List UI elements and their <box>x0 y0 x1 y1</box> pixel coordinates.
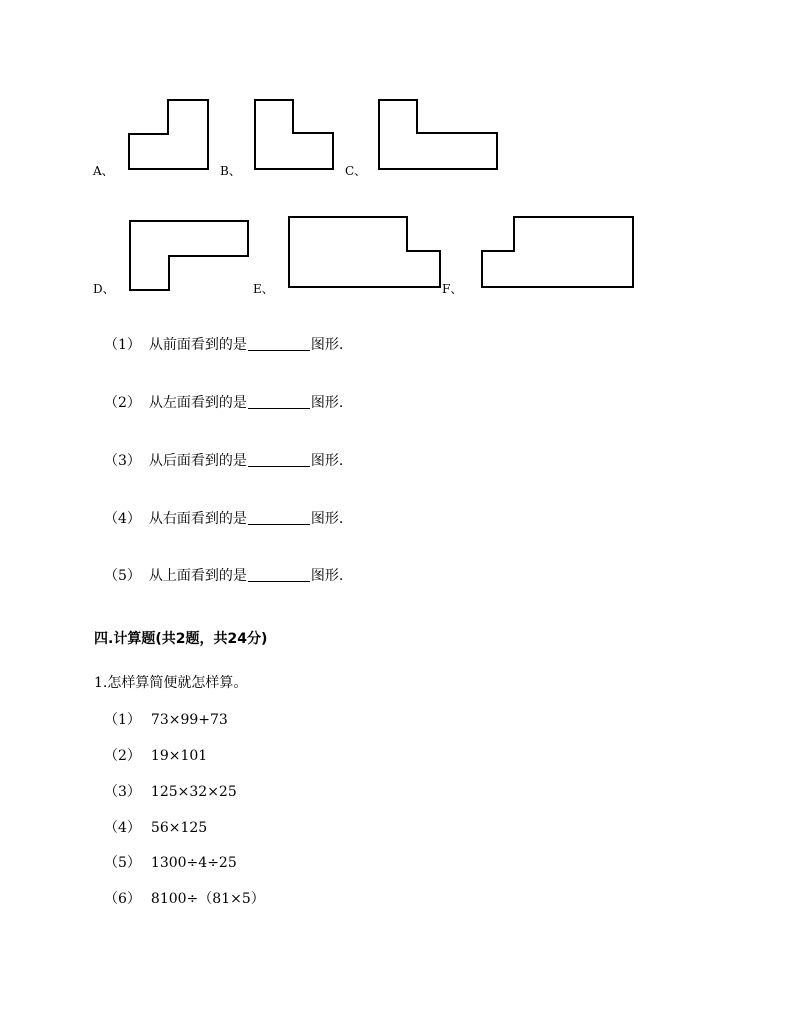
calc-expression: 73×99+73 <box>150 712 228 728</box>
option-a-shape <box>127 98 211 172</box>
option-c-label: C、 <box>345 164 367 178</box>
option-d-label: D、 <box>93 282 115 296</box>
calc-item-4 <box>104 817 207 837</box>
answer-blank[interactable] <box>248 452 310 467</box>
view-question-1 <box>104 334 343 354</box>
question-suffix: 图形. <box>310 511 344 527</box>
question-suffix: 图形. <box>310 453 344 469</box>
section-title: 四.计算题(共2题，共24分) <box>94 631 268 647</box>
answer-blank[interactable] <box>248 394 310 409</box>
option-b-label: B、 <box>220 164 241 178</box>
calc-expression: 56×125 <box>150 820 208 836</box>
question-prefix: 从后面看到的是 <box>148 453 247 469</box>
calc-number: （3） <box>104 784 141 800</box>
calc-expression: 19×101 <box>150 748 208 764</box>
question-number: （4） <box>104 511 141 527</box>
calc-item-3 <box>104 781 237 801</box>
answer-blank[interactable] <box>248 510 310 525</box>
answer-blank[interactable] <box>248 567 310 582</box>
view-question-5 <box>104 565 343 585</box>
question-number: （3） <box>104 453 141 469</box>
calc-expression: 125×32×25 <box>150 784 237 800</box>
option-e-label: E、 <box>253 282 274 296</box>
option-c-shape <box>377 98 501 172</box>
calc-item-1 <box>104 709 228 729</box>
question-prefix: 从前面看到的是 <box>148 337 247 353</box>
question-suffix: 图形. <box>310 337 344 353</box>
question-number: （1） <box>104 337 141 353</box>
question-number: （2） <box>104 395 141 411</box>
problem-title: 1.怎样算简便就怎样算。 <box>94 675 248 691</box>
view-question-2 <box>104 392 343 412</box>
calc-number: （6） <box>104 891 141 907</box>
calc-item-5 <box>104 852 237 872</box>
question-suffix: 图形. <box>310 568 344 584</box>
calc-number: （5） <box>104 855 141 871</box>
answer-blank[interactable] <box>248 336 310 351</box>
option-b-shape <box>253 98 337 172</box>
calc-number: （1） <box>104 712 141 728</box>
question-prefix: 从左面看到的是 <box>148 395 247 411</box>
calc-number: （2） <box>104 748 141 764</box>
option-f-shape <box>480 215 636 290</box>
question-prefix: 从上面看到的是 <box>148 568 247 584</box>
option-a-label: A、 <box>93 164 114 178</box>
calc-item-2 <box>104 745 207 765</box>
option-f-label: F、 <box>442 282 463 296</box>
option-d-shape <box>128 219 252 293</box>
question-prefix: 从右面看到的是 <box>148 511 247 527</box>
calc-expression: 1300÷4÷25 <box>150 855 237 871</box>
view-question-4 <box>104 508 343 528</box>
calc-expression: 8100÷（81×5） <box>150 891 265 907</box>
view-question-3 <box>104 450 343 470</box>
option-e-shape <box>287 215 443 290</box>
calc-number: （4） <box>104 820 141 836</box>
question-number: （5） <box>104 568 141 584</box>
calc-item-6 <box>104 888 265 908</box>
question-suffix: 图形. <box>310 395 344 411</box>
